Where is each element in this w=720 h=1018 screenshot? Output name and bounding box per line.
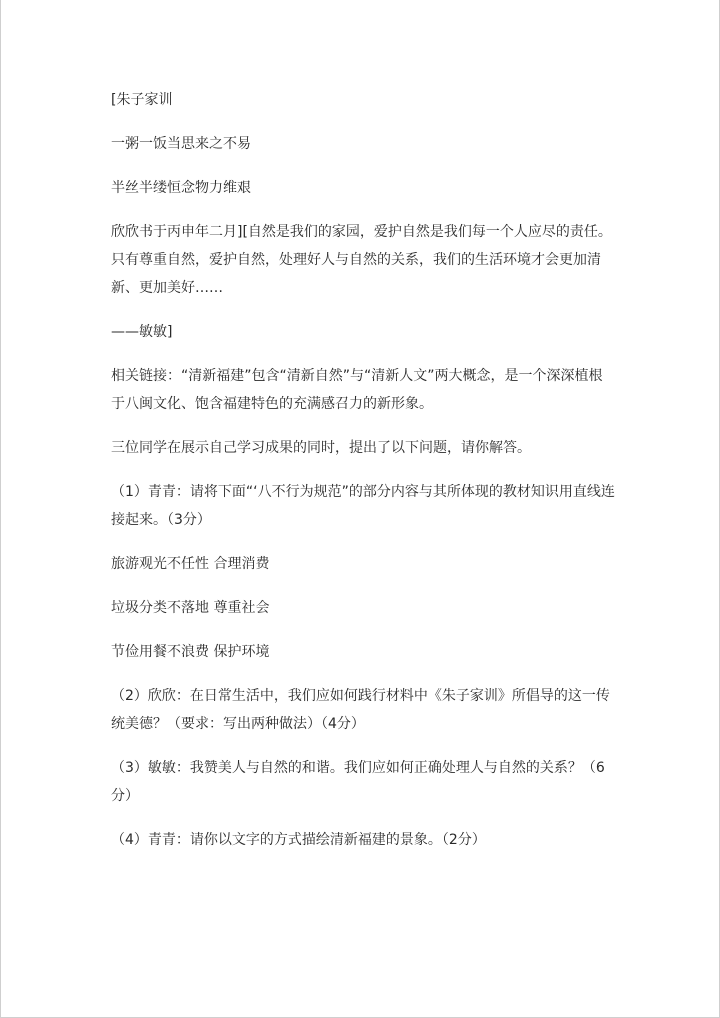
signature-minmin: ——敏敏] xyxy=(111,324,173,340)
match-item-2: 垃圾分类不落地 尊重社会 xyxy=(111,600,270,616)
verse-line-1: 一粥一饭当思来之不易 xyxy=(111,136,251,152)
question-3: （3）敏敏：我赞美人与自然的和谐。我们应如何正确处理人与自然的关系？（6分） xyxy=(111,760,605,804)
heading-zhuzi-jiaxun: [朱子家训 xyxy=(111,92,173,108)
match-item-3: 节俭用餐不浪费 保护环境 xyxy=(111,644,270,660)
paragraph-intro-questions: 三位同学在展示自己学习成果的同时，提出了以下问题，请你解答。 xyxy=(111,440,531,456)
paragraph-related-link: 相关链接：“清新福建”包含“清新自然”与“清新人文”两大概念，是一个深深植根于八闽文化、饱含福建特色的充满感召力的新形象。 xyxy=(111,368,603,412)
question-2: （2）欣欣：在日常生活中，我们应如何践行材料中《朱子家训》所倡导的这一传统美德？（要求：写出两种做法）（4分） xyxy=(111,688,610,732)
question-4: （4）青青：请你以文字的方式描绘清新福建的景象。（2分） xyxy=(111,832,486,848)
question-1: （1）青青：请将下面“‘八不行为规范”的部分内容与其所体现的教材知识用直线连接起来。（3分） xyxy=(111,484,615,528)
match-item-1: 旅游观光不任性 合理消费 xyxy=(111,556,270,572)
verse-line-2: 半丝半缕恒念物力维艰 xyxy=(111,180,251,196)
document-body xyxy=(111,86,616,854)
paragraph-nature: 欣欣书于丙申年二月][自然是我们的家园，爱护自然是我们每一个人应尽的责任。只有尊重自然，爱护自然，处理好人与自然的关系，我们的生活环境才会更加清新、更加美好…… xyxy=(111,224,612,296)
